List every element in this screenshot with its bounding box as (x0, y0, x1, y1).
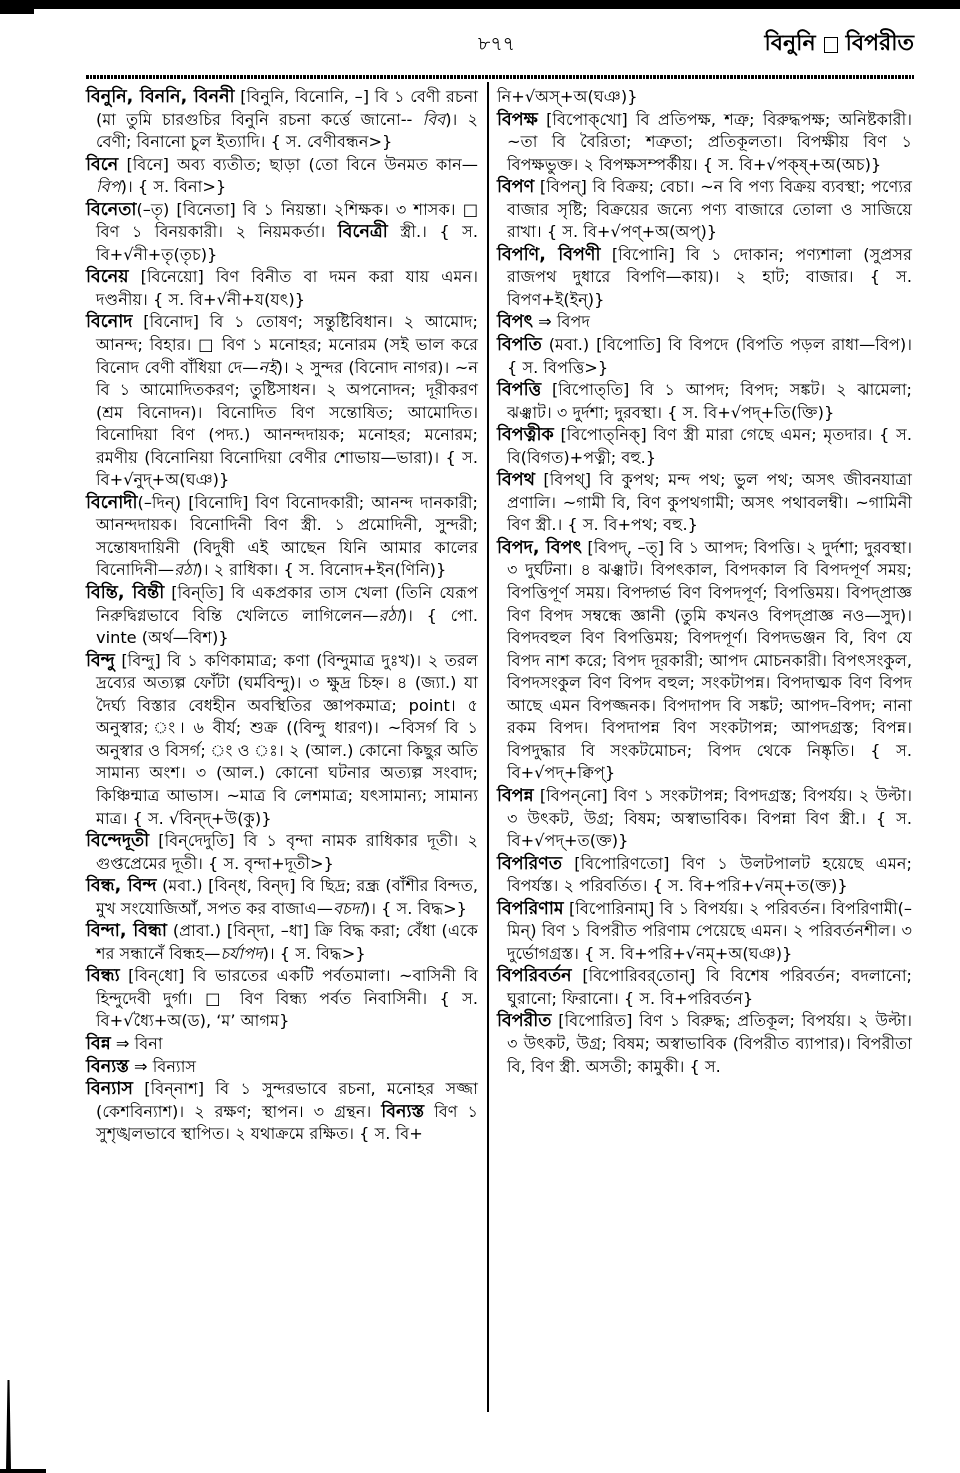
definition-text: (–তৃ) [বিনেতা] বি ১ নিয়ন্তা। ২শিক্ষক। ৩ শাসক। □ বিণ ১ বিনয়কারী। ২ নিয়মকর্তা। (96, 199, 478, 242)
dictionary-entry (497, 244, 912, 312)
definition-text: ⇒ বিন্যাস (128, 1056, 197, 1076)
source-citation: বচদা (332, 898, 364, 918)
dictionary-entry (497, 965, 912, 1010)
definition-text: [বিপোত্‌নিক্] বিণ স্ত্রী মারা গেছে এমন; মৃতদার। { স. বি(বিগত)+পত্নী; বহু.} (507, 425, 912, 467)
headword: বিনেয় (86, 267, 129, 288)
headword: বিন্যস্ত (86, 1056, 129, 1077)
headword: বিপত্নীক (497, 425, 554, 446)
definition-text: [বিপোরিবর্‌তোন্] বি বিশেষ পরিবর্তন; বদলানো; ঘুরানো; ফিরানো। { স. বি+পরিবর্তন} (507, 966, 912, 1008)
headword: বিপত্তি (497, 380, 542, 401)
headword: বিন্ন (86, 1033, 111, 1054)
dictionary-entry (86, 650, 478, 830)
headword: বিপৎ (497, 312, 533, 333)
dictionary-entry (497, 379, 912, 424)
headword: বিনোদ (86, 312, 133, 333)
definition-text: )। { স. বিনা>} (120, 177, 227, 197)
dictionary-entry (497, 785, 912, 853)
definition-text: (মবা.) [বিন্‌ধ, বিন্‌দ] বি ছিদ্র; রন্ধ্র (বাঁশীর বিন্দত, মুখ সংযোজিআঁ, সপত কর বাজাএ— (96, 876, 478, 918)
definition-text: [বিনেয়ো] বিণ বিনীত বা দমন করা যায় এমন। দণ্ডনীয়। { স. বি+√নী+য(যৎ)} (96, 267, 478, 309)
definition-text: (মবা.) [বিপোতি] বি বিপদে (বিপতি পড়ল রাধা—বিপ)। { স. বিপত্তি>} (507, 335, 912, 377)
headword: বিপথ (497, 470, 535, 491)
definition-text: [বিন্দু] বি ১ কণিকামাত্র; কণা (বিন্দুমাত্র দুঃখ)। ২ তরল দ্রব্যের অত্যল্প ফোঁটা (ঘর্মবিন্দু)। ৩ ক্ষুদ্র চিহ্ন। ৪ (জ্যা.) যা দৈর্ঘ্য বিস্তার বেধহীন অবস্থিতির জ্ঞাপকমাত্র; point। ৫ অনুস্বার; ং। ৬ বীর্য; শুক্র ((বিন্দু ধারণ)। ~বিসর্গ বি ১ অনুস্বার ও বিসর্গ; ং ও ঃ। ২ (আল.) কোনো কিছুর অতি সামান্য অংশ। ৩ (আল.) কোনো ঘটনার অত্যল্প সংবাদ; কিঞ্চিন্মাত্র আভাস। ~মাত্র বি লেশমাত্র; যৎসামান্য; সামান্য মাত্র। { স. √বিন্দ্+উ(কু)} (96, 650, 478, 828)
running-head (765, 26, 914, 63)
dictionary-entry (497, 1010, 912, 1078)
definition-text: বিণ ১ সুশৃঙ্খলভাবে স্থাপিত। ২ যথাক্রমে রক্ষিত। { স. বি+ (96, 1101, 478, 1144)
headword: বিন্দু (86, 650, 115, 671)
definition-text: স্ত্রী.। { স. বি+√নী+তৃ(তৃচ)} (96, 222, 479, 264)
headword: বিপরিবর্তন (497, 966, 572, 987)
headword: বিপন্ন (497, 785, 534, 806)
scan-corner-mark (0, 0, 34, 14)
definition-text: [বিনোদ] বি ১ তোষণ; সন্তুষ্টিবিধান। ২ আমোদ; আনন্দ; বিহার। □ বিণ ১ মনোহর; মনোরম (সই ভাল করে বিনোদ বেণী বাঁধিয়া দে— (96, 312, 478, 377)
dictionary-entry (86, 266, 478, 311)
headword: বিনেত্রী (337, 222, 388, 243)
headword: বিন্ধ, বিন্দ (86, 876, 157, 897)
definition-text: [বিপোনি] বি ১ দোকান; পণ্যশালা (সুপ্রসর রাজপথ দুধারে বিপণি—কায়)। ২ হাট; বাজার। { স. বিপণ+ই(ইন্)} (507, 244, 912, 309)
headword: বিন্ধ্য (86, 966, 120, 987)
guide-word-first: বিনুনি (764, 31, 816, 56)
definition-text: [বিনুনি, বিনোনি, –] বি ১ বেণী রচনা (মা তুমি চারগুচির বিনুনি রচনা কর্ত্তে জানো-- (96, 87, 478, 129)
dictionary-entry (497, 176, 912, 244)
dictionary-entry (497, 334, 912, 379)
definition-text: [বিপদ্, –ত্] বি ১ আপদ; বিপত্তি। ২ দুর্দশা; দুরবস্থা। ৩ দুর্ঘটনা। ৪ ঝঞ্ঝাট। বিপৎকাল, বিপদকাল বি বিপদপূর্ণ সময়; বিপত্তিপূর্ণ সময়। বিপদ্গর্ভ বিণ বিপদপূর্ণ; বিপত্তিময়। বিপদ্প্রাজ্ঞ বিণ বিপদ সম্বন্ধে জ্ঞানী (তুমি কখনও বিপদ্প্রাজ্ঞ নও—সুদ)। বিপদবহুল বিণ বিপত্তিময়; বিপদপূর্ণ। বিপদভঞ্জন বি, বিণ যে বিপদ নাশ করে; বিপদ দূরকারী; আপদ মোচনকারী। বিপৎসংকুল, বিপদসংকুল বিণ বিপদ বহুল; সংকটাপন্ন। বিপদাত্মক বিণ বিপদ আছে এমন বিপজ্জনক। বিপদাপদ বি সঙ্কট; আপদ–বিপদ; নানা রকম বিপদ। বিপদাপন্ন বিণ সংকটাপন্ন; আপদগ্রস্ত; বিপন্ন। বিপদুদ্ধার বি সংকটমোচন; বিপদ থেকে নিষ্কৃতি। { স. বি+√পদ্+ক্বিপ্} (507, 537, 912, 783)
definition-text: [বিন্‌দেদুতি] বি ১ বৃন্দা নামক রাধিকার দূতী। ২ গুপ্তপ্রেমের দূতী। { স. বৃন্দা+দূতী>} (96, 831, 478, 873)
headword: বিন্যস্ত (381, 1101, 425, 1122)
definition-text: [বিপন্‌নো] বিণ ১ সংকটাপন্ন; বিপদগ্রস্ত; বিপর্যয়। ২ উল্টা। ৩ উৎকট, উগ্র; বিষম; অস্বাভাবিক। বিপন্না বিণ স্ত্রী.। { স. বি+√পদ্+ত(ক্ত)} (507, 785, 912, 851)
dictionary-entry (86, 875, 478, 920)
dictionary-entry (86, 830, 478, 875)
definition-text: ⇒ বিপদ (532, 312, 590, 332)
headword: বিপরিণত (497, 853, 562, 874)
headword: বিন্দেদূতী (86, 831, 150, 852)
dictionary-entry (86, 199, 478, 267)
dictionary-entry (497, 424, 912, 469)
dictionary-entry (497, 109, 912, 177)
dictionary-entry (497, 311, 912, 334)
headword: বিনোদী (86, 492, 138, 513)
dictionary-entry (86, 154, 478, 199)
source-citation: রঠা (174, 560, 197, 580)
headword: বিন্তি, বিন্তী (86, 583, 165, 604)
dictionary-entry (86, 86, 478, 154)
source-citation: নই (258, 357, 277, 377)
headword: বিপণি, বিপণী (497, 244, 601, 265)
headword: বিপরিণাম (497, 898, 564, 919)
dictionary-entry (497, 898, 912, 966)
right-column (497, 86, 912, 1078)
headword: বিনে (86, 154, 119, 175)
dictionary-entry (497, 853, 912, 898)
definition-text: )। ২ রাধিকা। { স. বিনোদ+ইন(ণিনি)} (196, 560, 447, 580)
headword: বিনুনি, বিননি, বিননী (86, 87, 235, 107)
definition-text: [বিপোরিণতো] বিণ ১ উলটপালট হয়েছে এমন; বিপর্যস্ত। ২ পরিবর্তিত। { স. বি+পরি+√নম্+ত(ক্ত)} (507, 853, 912, 896)
definition-text: )। ২ বেণী; বিনানো চুল ইত্যাদি। { স. বেণীবন্ধন>} (96, 109, 478, 152)
headword: বিন্যাস (86, 1079, 133, 1100)
definition-text: [বিপোক্‌খো] বি প্রতিপক্ষ, শত্রু; বিরুদ্ধপক্ষ; অনিষ্টকারী। ~তা বি বৈরিতা; শত্রুতা; প্রতিকূলতা। বিপক্ষীয় বিণ ১ বিপক্ষভুক্ত। ২ বিপক্ষসম্পর্কীয়। { স. বি+√পক্ষ্+অ(অচ)} (507, 109, 912, 174)
source-citation: চর্যাপদ (220, 943, 263, 963)
guide-word-last: বিপরীত (845, 31, 914, 56)
definition-text: )। { স. বিদ্ধ>} (262, 943, 366, 963)
scan-top-border (0, 0, 960, 9)
source-citation: বিব (422, 109, 446, 129)
definition-text: [বিন্‌নাশ] বি ১ সুন্দরভাবে রচনা, মনোহর সজ্জা (কেশবিন্যাশ)। ২ রক্ষণ; স্থাপন। ৩ গ্রন্থন। (96, 1079, 478, 1121)
dictionary-entry (497, 86, 912, 109)
headword: বিন্দা, বিন্ধা (86, 921, 167, 942)
header-rule (86, 75, 914, 79)
definition-text: [বিপোত্‌তি] বি ১ আপদ; বিপদ; সঙ্কট। ২ ঝামেলা; ঝঞ্ঝাট। ৩ দুর্দশা; দুরবস্থা। { স. বি+√পদ্+তি(ক্তি)} (507, 380, 912, 422)
definition-text: (–দিন্) [বিনোদি] বিণ বিনোদকারী; আনন্দ দানকারী; আনন্দদায়ক। বিনোদিনী বিণ স্ত্রী. ১ প্রমোদিনী, সুন্দরী; সন্তোষদায়িনী (বিদুষী এই আছেন যিনি আমার কালের বিনোদিনী— (96, 492, 478, 580)
headword: বিপক্ষ (497, 109, 538, 130)
headword: বিপদ, বিপৎ (497, 537, 582, 558)
headword: বিপতি (497, 335, 542, 356)
scan-edge-artifact (6, 1380, 11, 1470)
dictionary-entry (86, 311, 478, 491)
definition-text: )। ২ সুন্দর (বিনোদ নাগর)। ~ন বি ১ আমোদিতকরণ; তুষ্টিসাধন। ২ অপনোদন; দূরীকরণ (শ্রম বিনোদন)। বিনোদিত বিণ সন্তোষিত; আমোদিত। বিনোদিয়া বিণ (পদ্য.) আনন্দদায়ক; মনোহর; মনোরম; রমণীয় (বিনোনিয়া বিনোদিয়া বেণীর শোভায়—ভারা)। { স. বি+√নুদ্+অ(ঘঞ)} (96, 357, 478, 490)
definition-text: )। { পো. vinte (অর্থ—বিশ)} (96, 605, 478, 648)
definition-text: [বিপথ্] বি কুপথ; মন্দ পথ; ভুল পথ; অসৎ জীবনযাত্রা প্রণালি। ~গামী বি, বিণ কুপথগামী; অসৎ পথাবলম্বী। ~গামিনী বিণ স্ত্রী.। { স. বি+পথ; বহু.} (507, 470, 912, 535)
headword: বিনেতা (86, 199, 137, 220)
column-divider (487, 82, 489, 1412)
dictionary-entry (86, 582, 478, 650)
definition-text: (প্রাবা.) [বিন্‌দা, –ধা] ক্রি বিদ্ধ করা; বেঁধা (একে শর সন্ধানেঁ বিন্ধহ— (96, 921, 478, 963)
dictionary-entry (497, 469, 912, 537)
definition-text: [বিনে] অব্য ব্যতীত; ছাড়া (তো বিনে উনমত কান— (118, 154, 478, 174)
dictionary-entry (497, 537, 912, 785)
definition-text: ⇒ বিনা (110, 1033, 163, 1053)
page-number: ৮৭৭ (478, 33, 516, 55)
source-citation: রঠা (378, 605, 401, 625)
source-citation: বিপ (96, 177, 121, 197)
definition-text: [বিন্‌তি] বি একপ্রকার তাস খেলা (তিনি যেরূপ নিরুদ্বিগ্নভাবে বিন্তি খেলিতে লাগিলেন— (96, 583, 479, 625)
headword: বিপণ (497, 177, 535, 198)
scan-edge-foot (0, 1469, 46, 1473)
definition-text: [বিপোরিনাম্] বি ১ বিপর্যয়। ২ পরিবর্তন। বিপরিণামী(–মিন্) বিণ ১ বিপরীত পরিণাম পেয়েছে এমন। ২ পরিবর্তনশীল। ৩ দুর্ভোগগ্রস্ত। { স. বি+পরি+√নম্+অ(ঘঞ)} (507, 898, 912, 963)
definition-text: [বিন্‌ধো] বি ভারতের একটি পর্বতমালা। ~বাসিনী বি হিন্দুদেবী দুর্গা। □ বিণ বিন্ধ্য পর্বত নিবাসিনী। { স. বি+√ধ্যৈ+অ(ড), ‘ম’ আগম} (96, 966, 478, 1031)
dictionary-entry (86, 1056, 478, 1079)
dictionary-entry (86, 1033, 478, 1056)
dictionary-entry (86, 920, 478, 965)
definition-text: [বিপোরিত] বিণ ১ বিরুদ্ধ; প্রতিকূল; বিপর্যয়। ২ উল্টা। ৩ উৎকট, উগ্র; বিষম; অস্বাভাবিক (বিপরীত ব্যাপার)। বিপরীতা বি, বিণ স্ত্রী. অসতী; কামুকী। { স. (507, 1011, 912, 1076)
dictionary-entry (86, 1078, 478, 1146)
definition-text: নি+√অস্+অ(ঘঞ)} (497, 87, 638, 106)
definition-text: [বিপন্] বি বিক্রয়; বেচা। ~ন বি পণ্য বিক্রয় ব্যবস্থা; পণ্যের বাজার সৃষ্টি; বিক্রয়ের জন্যে পণ্য বাজারে তোলা ও সাজিয়ে রাখা। { স. বি+√পণ্+অ(অপ্)} (507, 177, 912, 242)
definition-text: )। { স. বিদ্ধ>} (363, 898, 467, 918)
left-column (86, 86, 478, 1146)
separator-box-icon (824, 37, 838, 53)
dictionary-entry (86, 965, 478, 1033)
headword: বিপরীত (497, 1011, 552, 1032)
dictionary-entry (86, 492, 478, 582)
